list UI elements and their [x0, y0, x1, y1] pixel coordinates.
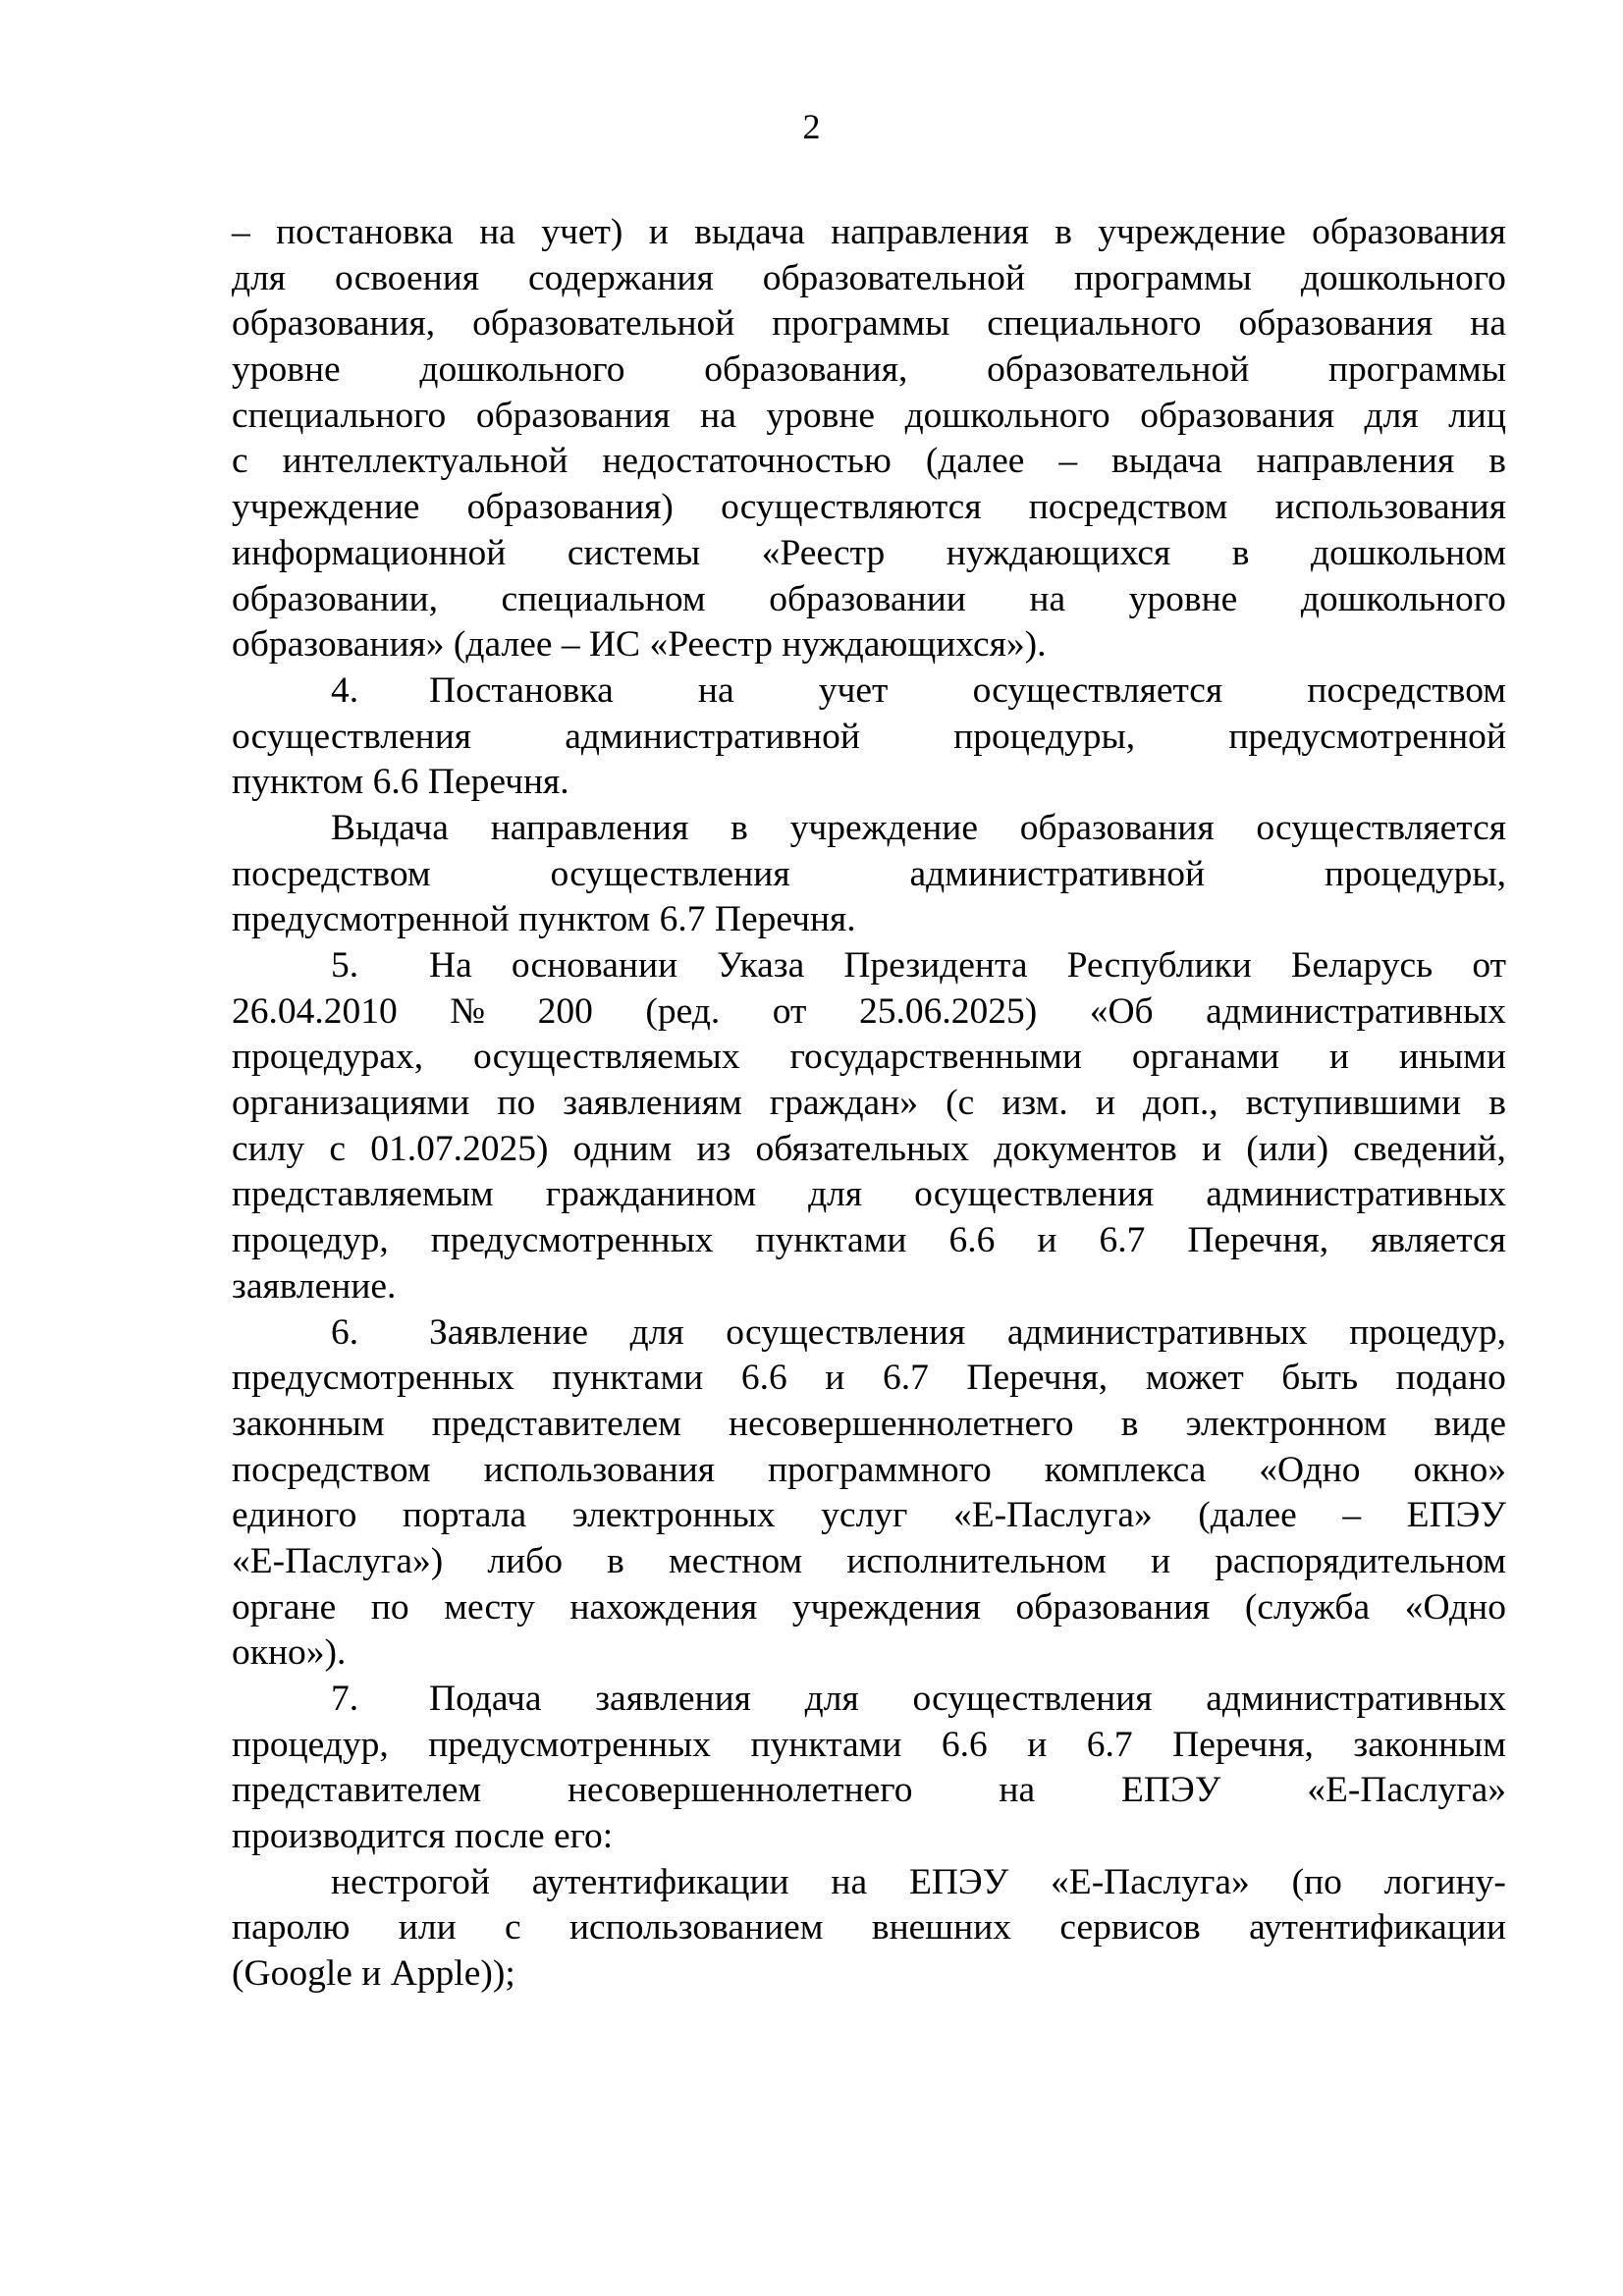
line-text: предусмотренной пунктом 6.7 Перечня. [232, 899, 856, 940]
line-text: учреждение образования) осуществляются посредством использования [232, 487, 1506, 528]
text-line [232, 1310, 1506, 1357]
text-line [232, 1448, 1506, 1494]
text-line [232, 760, 1506, 806]
text-line [232, 347, 1506, 394]
line-text: посредством использования программного комплекса «Одно окно» [232, 1449, 1506, 1490]
paragraph-number: 6. [331, 1311, 359, 1353]
line-text: (Google и Apple)); [232, 1953, 515, 1995]
line-text: «Е-Паслуга») либо в местном исполнительном и распорядительном [232, 1540, 1506, 1581]
line-text: – постановка на учет) и выдача направления в учреждение образования [232, 212, 1506, 252]
line-text: Выдача направления в учреждение образования осуществляется [331, 807, 1506, 848]
text-line [232, 1585, 1506, 1631]
line-text: с интеллектуальной недостаточностью (далее – выдача направления в [232, 441, 1506, 482]
paragraph-p3-cont [232, 210, 1506, 668]
paragraph-p4 [232, 668, 1506, 806]
line-text: силу с 01.07.2025) одним из обязательных документов и (или) сведений, [232, 1128, 1506, 1169]
line-text: посредством осуществления административной процедуры, [232, 853, 1506, 894]
line-text: образования» (далее – ИС «Реестр нуждающихся»). [232, 624, 1047, 666]
paragraph-number: 5. [331, 945, 359, 986]
line-text: нестрогой аутентификации на ЕПЭУ «Е-Паслуга» (по логину- [331, 1861, 1506, 1902]
line-text: образования, образовательной программы специального образования на [232, 303, 1506, 345]
line-text: паролю или с использованием внешних сервисов аутентификации [232, 1907, 1506, 1949]
line-text: заявление. [232, 1265, 397, 1307]
text-line [232, 943, 1506, 989]
text-line [232, 622, 1506, 668]
text-line [232, 806, 1506, 852]
text-line [232, 1264, 1506, 1310]
line-text: уровне дошкольного образования, образовательной программы [232, 349, 1506, 391]
text-line [232, 577, 1506, 623]
line-text: для освоения содержания образовательной программы дошкольного [232, 257, 1506, 298]
text-line [232, 301, 1506, 347]
text-line [232, 1218, 1506, 1264]
text-line [232, 1860, 1506, 1906]
line-text: Заявление для осуществления административных процедур, [429, 1311, 1506, 1353]
text-line [232, 1905, 1506, 1951]
paragraph-p5 [232, 943, 1506, 1310]
text-line [232, 1493, 1506, 1539]
line-text: процедур, предусмотренных пунктами 6.6 и 6.7 Перечня, является [232, 1220, 1506, 1261]
paragraph-number: 7. [331, 1679, 359, 1719]
line-text: образовании, специальном образовании на уровне дошкольного [232, 578, 1506, 619]
text-line [232, 210, 1506, 256]
line-text: законным представителем несовершеннолетнего в электронном виде [232, 1403, 1506, 1444]
line-text: производится после его: [232, 1816, 614, 1857]
text-line [232, 531, 1506, 577]
text-line [232, 852, 1506, 898]
text-line [232, 1768, 1506, 1814]
text-line [232, 1677, 1506, 1723]
text-line [232, 1172, 1506, 1218]
text-line [232, 394, 1506, 440]
paragraph-p7a [232, 1860, 1506, 1998]
line-text: Подача заявления для осуществления административных [429, 1679, 1506, 1719]
line-text: представляемым гражданином для осуществления административных [232, 1174, 1506, 1215]
text-line [232, 1539, 1506, 1585]
text-line [232, 1035, 1506, 1081]
page-number: 2 [802, 107, 821, 146]
text-line [232, 439, 1506, 485]
text-line [232, 989, 1506, 1036]
text-line [232, 1723, 1506, 1769]
text-line [232, 1081, 1506, 1127]
text-line [232, 897, 1506, 943]
line-text: процедурах, осуществляемых государственными органами и иными [232, 1037, 1506, 1078]
line-text: предусмотренных пунктами 6.6 и 6.7 Перечня, может быть подано [232, 1358, 1506, 1399]
paragraph-number: 4. [331, 669, 359, 711]
text-line [232, 1402, 1506, 1448]
line-text: осуществления административной процедуры, предусмотренной [232, 716, 1506, 757]
text-line [232, 1814, 1506, 1860]
line-text: процедур, предусмотренных пунктами 6.6 и 6.7 Перечня, законным [232, 1724, 1506, 1765]
line-text: единого портала электронных услуг «Е-Паслуга» (далее – ЕПЭУ [232, 1495, 1506, 1536]
line-text: информационной системы «Реестр нуждающихся в дошкольном [232, 532, 1506, 573]
text-line [232, 1951, 1506, 1998]
text-line [232, 715, 1506, 761]
paragraph-p6 [232, 1310, 1506, 1678]
text-line [232, 1356, 1506, 1402]
line-text: представителем несовершеннолетнего на ЕПЭУ «Е-Паслуга» [232, 1770, 1506, 1811]
line-text: органе по месту нахождения учреждения образования (служба «Одно [232, 1586, 1506, 1628]
line-text: На основании Указа Президента Республики Беларусь от [429, 945, 1506, 986]
text-line [232, 485, 1506, 531]
text-line [232, 256, 1506, 302]
line-text: окно»). [232, 1632, 347, 1674]
paragraph-p7 [232, 1677, 1506, 1860]
paragraph-p4b [232, 806, 1506, 943]
text-line [232, 1127, 1506, 1173]
line-text: Постановка на учет осуществляется посредством [429, 669, 1506, 711]
line-text: 26.04.2010 № 200 (ред. от 25.06.2025) «Об административных [232, 990, 1506, 1032]
line-text: пунктом 6.6 Перечня. [232, 762, 569, 803]
document-body [232, 210, 1506, 1998]
line-text: организациями по заявлениям граждан» (с изм. и доп., вступившими в [232, 1083, 1506, 1124]
text-line [232, 1630, 1506, 1677]
line-text: специального образования на уровне дошкольного образования для лиц [232, 395, 1506, 436]
text-line [232, 668, 1506, 715]
